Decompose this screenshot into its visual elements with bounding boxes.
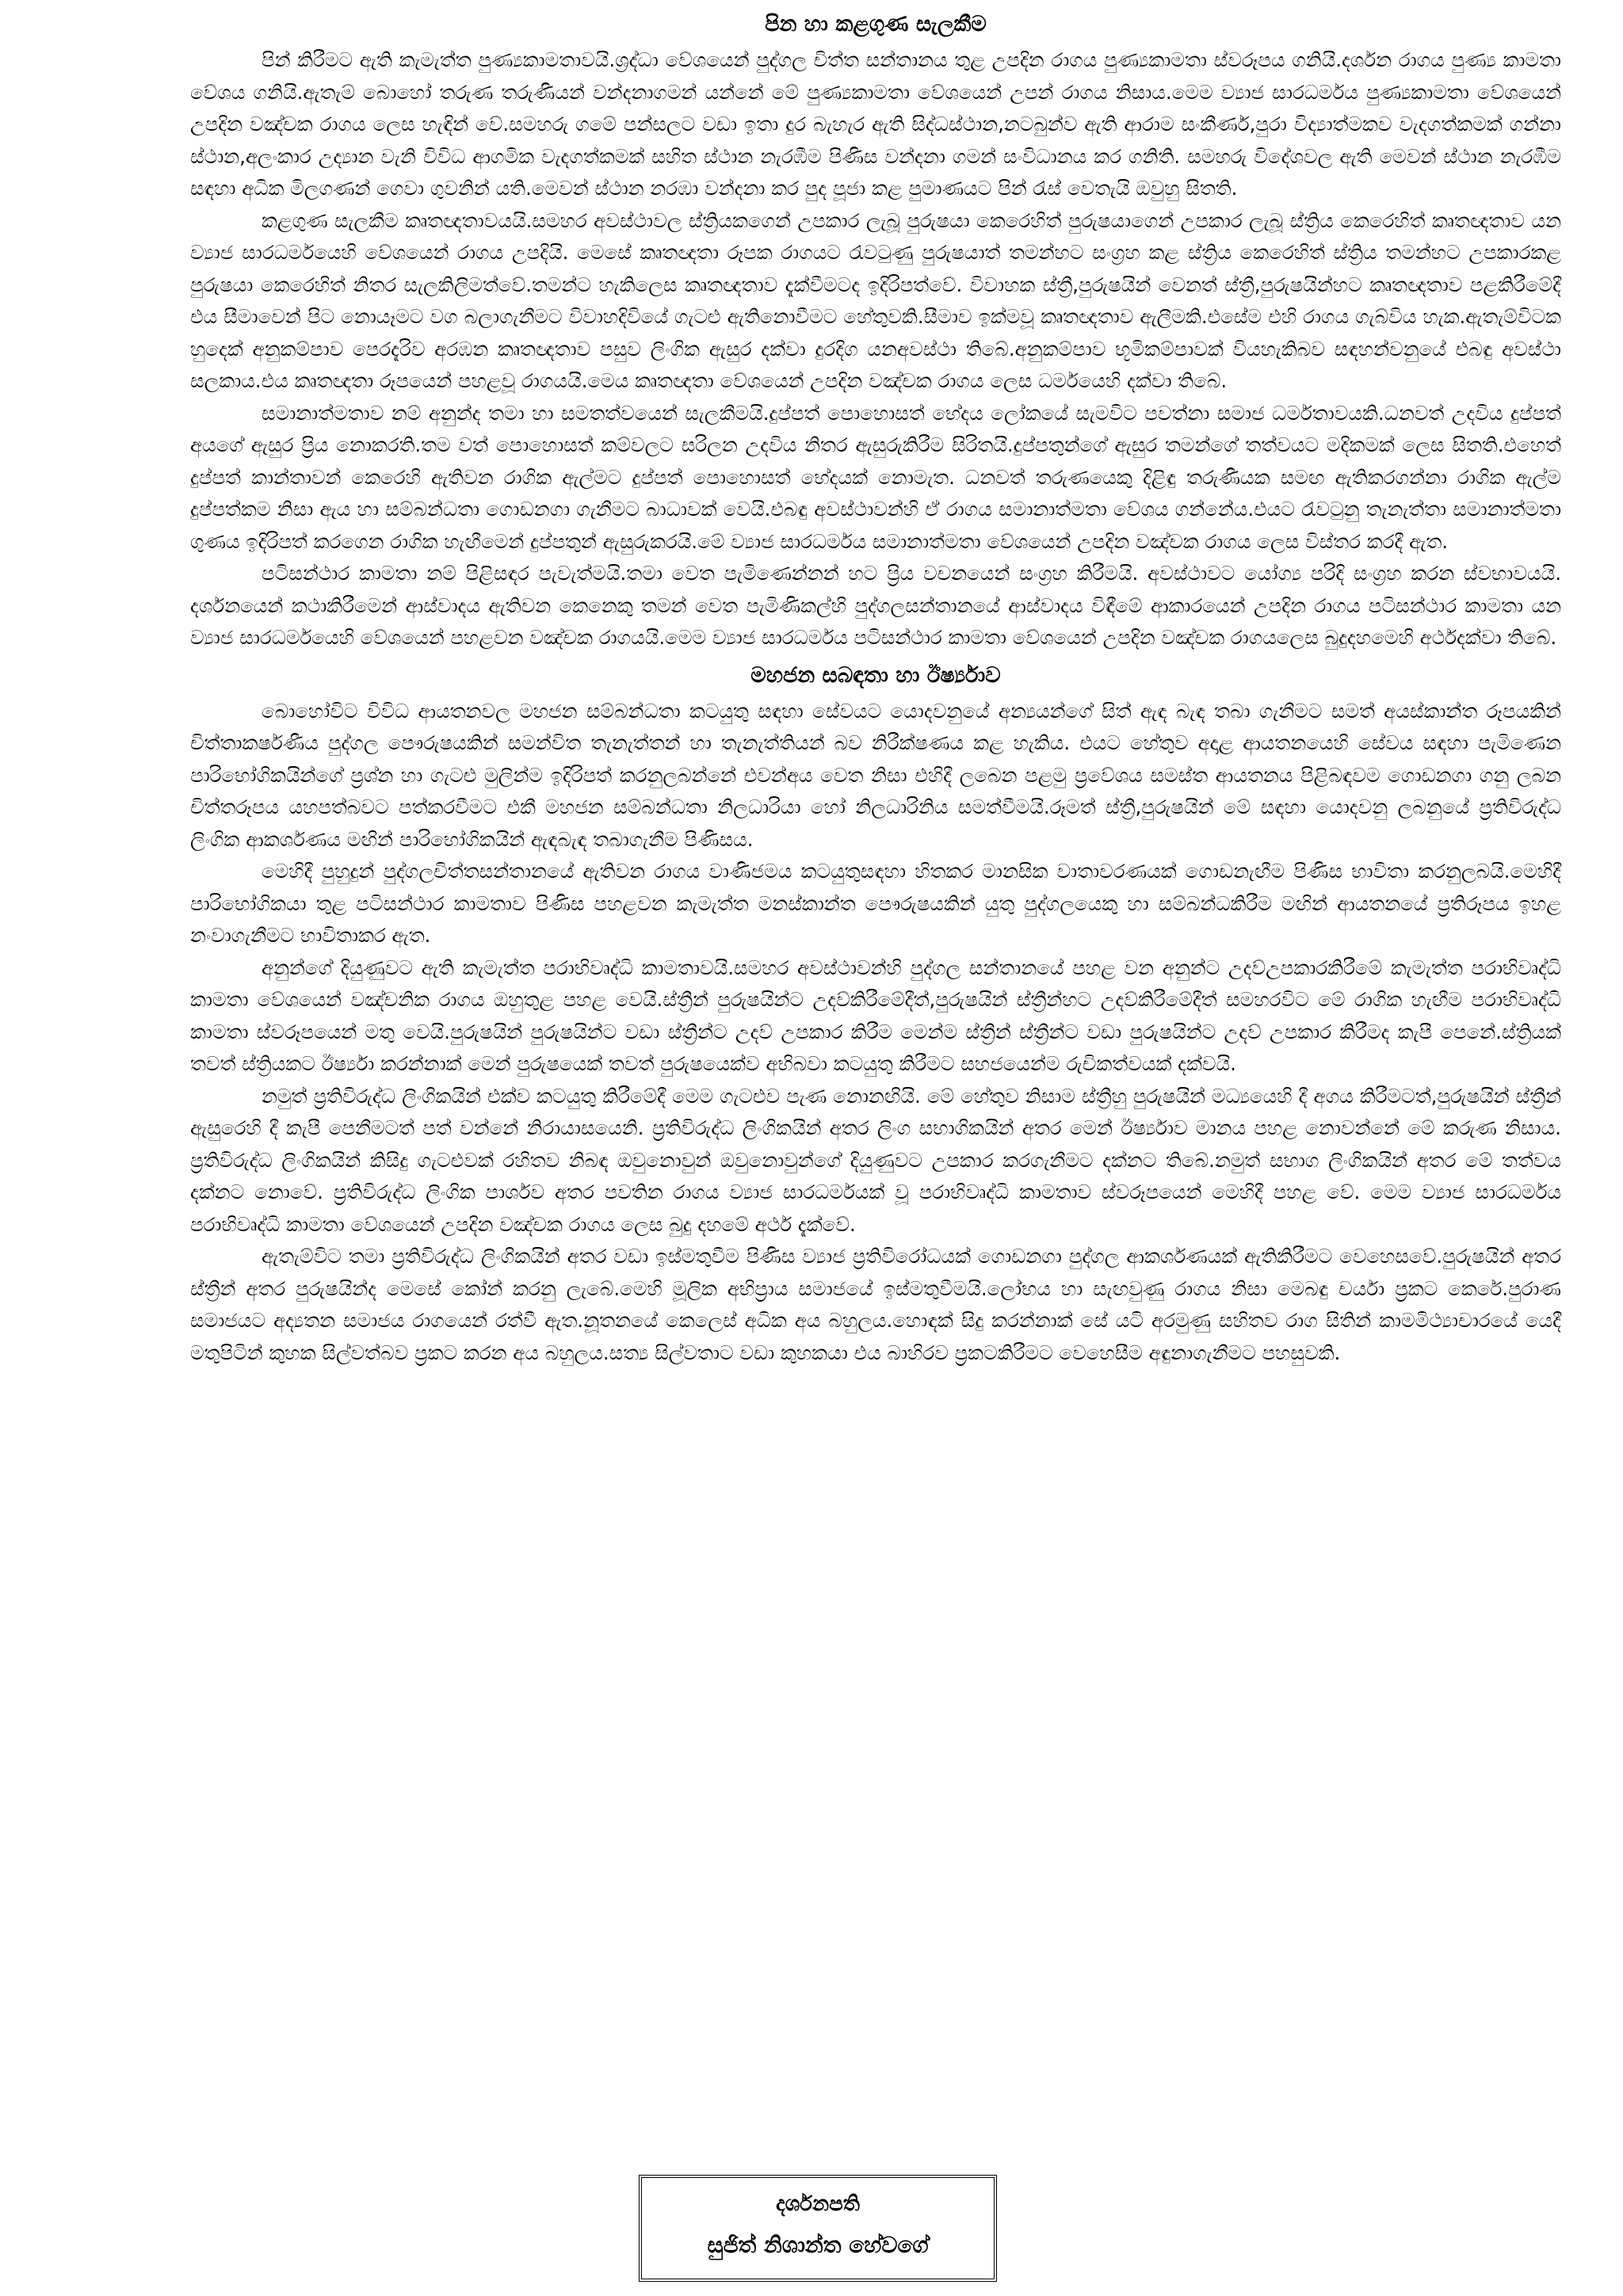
paragraph: කළගුණ සැලකීම කෘතඥතාවයයි.සමහර අවස්ථාවල ස්ත්‍රියකගෙන් උපකාර ලැබූ පුරුෂයා කෙරෙහිත් පුරුෂයාගෙන් උපකාර ලැබූ ස්ත්‍රිය කෙරෙහිත් කෘතඥතාව යන ව්‍යාජ සාරධර්මයෙහි වේශයෙන් රාගය උපදියි. මෙසේ කෘතඥතා රූපක රාගයට රැවටුණු පුරුෂයාත් තමන්හට සංග්‍රහ කළ ස්ත්‍රිය කෙරෙහිත් ස්ත්‍රිය තමන්හට උපකාරකළ පුරුෂයා කෙරෙහිත් නිතර සැලකිලිමත්වේ.තමන්ට හැකිලෙස කෘතඥතාව දැක්වීමටද ඉදිරිපත්වේ. විවාහක ස්ත්‍රී,පුරුෂයින් වෙනත් ස්ත්‍රී,පුරුෂයින්හට කෘතඥතාව පළකිරීමේදී එය සීමාවෙන් පිට නොයෑමට වග බලාගැනීමට විවාහදිවියේ ගැටළු ඇතිනොවීමට හේතුවකි.සීමාව ඉක්මවූ කෘතඥතාව ඇලීමකි.එසේම එහි රාගය ගැබ්විය හැක.ඇතැම්විටක හුදෙක් අනුකම්පාව පෙරදැරිව අරඹන කෘතඥතාව පසුව ලිංගික ඇසුර දක්වා දුරදිග යනඅවස්ථා තිබේ.අනුකම්පාව භූමිකම්පාවක් වියහැකිබව සඳහන්වනුයේ එබඳු අවස්ථා සලකාය.එය කෘතඥතා රූපයෙන් පහළවූ රාගයයි.මෙය කෘතඥතා වේශයෙන් උපදින වඤ්චක රාගය ලෙස ධර්මයෙහි දක්වා තිබේ. [190, 208, 1561, 392]
paragraph: සමානාත්මතාව නම් අනුන්ද තමා හා සමතත්වයෙන් සැලකීමයි.දුප්පත් පොහොසත් භේදය ලෝකයේ සැමවිට පවත්නා සමාජ ධර්මතාවයකි.ධනවත් උදවිය දුප්පත් අයගේ ඇසුර ප්‍රිය නොකරති.තම වත් පොහොසත් කම්වලට සරිලන උදවිය නිතර ඇසුරුකිරීම සිරිතයි.දුප්පතුන්ගේ ඇසුර තමන්ගේ තත්වයට මදිකමක් ලෙස සිතති.එහෙත් දුප්පත් කාන්තාවන් කෙරෙහි ඇතිවන රාගික ඇල්මට දුප්පත් පොහොසත් භේදයක් නොමැත. ධනවත් තරුණයෙකු දිළිඳු තරුණියක සමඟ ඇතිකරගන්නා රාගික ඇල්ම දුප්පත්කම නිසා ඇය හා සම්බන්ධතා ගොඩනගා ගැනීමට බාධාවක් වෙයි.එබඳු අවස්ථාවන්හි ඒ රාගය සමානාත්මතා වේශය ගන්නේය.එයට රැවටුනු තැනැත්තා සමානාත්මතා ගුණය ඉදිරිපත් කරගෙන රාගික හැඟීමෙන් දුප්පතුන් ඇසුරුකරයි.මේ ව්‍යාජ සාරධර්මය සමානාත්මතා වේශයෙන් උපදින වඤ්චක රාගය ලෙස විස්තර කරදී ඇත. [190, 401, 1561, 553]
paragraph: නමුත් ප්‍රතිවිරුද්ධ ලිංගිකයින් එක්ව කටයුතු කිරීමේදී මෙම ගැටළුව පැණ නොනඟියි. මේ හේතුව නිසාම ස්ත්‍රීහු පුරුෂයින් මධ්‍යයෙහි දී අගය කිරීමටත්,පුරුෂයින් ස්ත්‍රීන් ඇසුරෙහි දී කැපී පෙනීමටත් පත් වන්නේ නිරායාසයෙනි. ප්‍රතිවිරුද්ධ ලිංගිකයින් අතර ලිංග සභාගිකයින් අතර මෙන් ඊර්ෂ්‍යාව මානය පහළ නොවන්නේ මේ කරුණ නිසාය. ප්‍රතිවිරුද්ධ ලිංගිකයින් කිසිදු ගැටළුවක් රහිතව නිබඳ ඔවුනොවුන් ඔවුනොවුන්ගේ දියුණුවට උපකාර කරගැනීමට දක්නට තිබේ.නමුත් සභාග ලිංගිකයින් අතර මේ තත්වය දක්නට නොවේ. ප්‍රතිවිරුද්ධ ලිංගික පාර්ශව අතර පවතින රාගය ව්‍යාජ සාරධර්මයක් වූ පරාභිවෘද්ධි කාමතාව ස්වරූපයෙන් මෙහිදී පහළ වේ. මෙම ව්‍යාජ සාරධර්මය පරාභිවෘද්ධි කාමතා වේශයෙන් උපදින වඤ්චක රාගය ලෙස බුදු දහමේ අර්ථ දැක්වේ. [190, 1084, 1561, 1236]
paragraph: බොහෝවිට විවිධ ආයතනවල මහජන සම්බන්ධතා කටයුතු සඳහා සේවයට යොදවනුයේ අන්‍යයන්ගේ සිත් ඇඳ බැඳ තබා ගැනීමට සමත් අයස්කාන්ත රූපයකින් චිත්තාකර්ෂණීය පුද්ගල පෞරුෂයකින් සමන්විත තැනැත්තන් හා තැනැත්තියන් බව නිරීක්ෂණය කළ හැකිය. එයට හේතුව අදාළ ආයතනයෙහි සේවය සඳහා පැමිණෙන පාරිභෝගිකයින්ගේ ප්‍රශ්න හා ගැටළු මුලින්ම ඉදිරිපත් කරනුලබන්නේ එවන්අය වෙත නිසා එහිදී ලබෙන පළමු ප්‍රවේශය සමස්ත ආයතනය පිළිබඳවම ගොඩනගා ගනු ලබන චිත්තරූපය යහපත්බවට පත්කරවීමට එකී මහජන සම්බන්ධතා නිලධාරියා හෝ නිලධාරිනිය සමත්වීමයි.රූමත් ස්ත්‍රී,පුරුෂයින් මේ සඳහා යොදවනු ලබනුයේ ප්‍රතිවිරුද්ධ ලිංගික ආකර්ශණය මඟින් පාරිභෝගිකයින් ඇඳබැඳ තබාගැනීම පිණිසය. [190, 699, 1561, 851]
paragraph: අනුන්ගේ දියුණුවට ඇති කැමැත්ත පරාභිවෘද්ධි කාමතාවයි.සමහර අවස්ථාවන්හි පුද්ගල සන්තානයේ පහළ වන අනුන්ට උදව්උපකාරකිරීමේ කැමැත්ත පරාභිවෘද්ධි කාමතා වේශයෙන් වඤ්චනික රාගය ඔහුතුළ පහළ වෙයි.ස්ත්‍රීන් පුරුෂයින්ට උදව්කිරීමේදීත්,පුරුෂයින් ස්ත්‍රීන්හට උදව්කිරීමේදීත් සමහරවිට මේ රාගික හැඟීම පරාභිවෘද්ධි කාමතා ස්වරූපයෙන් මතු වෙයි.පුරුෂයින් පුරුෂයින්ට වඩා ස්ත්‍රීන්ට උදව් උපකාර කිරීම මෙන්ම ස්ත්‍රීන් ස්ත්‍රීන්ට වඩා පුරුෂයින්ට උදව් උපකාර කිරීමද කැපී පෙනේ.ස්ත්‍රියක් තවත් ස්ත්‍රියකට ඊර්ෂ්‍යා කරන්නාක් මෙන් පුරුෂයෙක් තවත් පුරුෂයෙක්ව අභිබවා කටයුතු කිරීමට සහජයෙන්ම රුචිකත්වයක් දක්වයි. [190, 955, 1561, 1075]
paragraph: ඇතැම්විට තමා ප්‍රතිවිරුද්ධ ලිංගිකයින් අතර වඩා ඉස්මතුවීම පිණිස ව්‍යාජ ප්‍රතිවිරෝධයක් ගොඩනගා පුද්ගල ආකර්ශණයක් ඇතිකිරීමට වෙහෙසවේ.පුරුෂයින් අතර ස්ත්‍රීන් අතර පුරුෂයින්ද මෙසේ කෝන් කරනු ලැබේ.මෙහි මූලික අභිප්‍රාය සමාජයේ ඉස්මතුවීමයි.ලෝභය හා සැඟවුණු රාගය නිසා මෙබඳු චර්යා ප්‍රකට කෙරේ.පුරාණ සමාජයට අද්‍යතන සමාජය රාගයෙන් රත්වී ඇත.නූතනයේ කෙලෙස් අධික අය බහුලය.හොඳක් සිදු කරන්නාක් සේ යටි අරමුණු සහිතව රාග සිතින් කාමමිථ්‍යාචාරයේ යෙදී මතුපිටින් කුහක සිල්වත්බව ප්‍රකට කරන අය බහුලය.සත්‍ය සිල්වතාට වඩා කුහකයා එය බාහිරව ප්‍රකටකිරීමට වෙහෙසීම අඳුනාගැනීමට පහසුවකි. [190, 1245, 1561, 1364]
author-name: සුජිත් නිශාන්ත හේවගේ [707, 2232, 929, 2258]
author-title: දර්ශනපති [776, 2192, 860, 2216]
section-heading-public-relations: මහජන සබඳතා හා ඊර්ෂ්‍යාව [750, 662, 1001, 688]
section-heading-merit-gratitude: පින හා කළගුණ සැලකීම [765, 12, 987, 36]
author-signature-box [639, 2175, 997, 2282]
paragraph: මෙහිදී පුහුදුන් පුද්ගලචිත්තසන්තානයේ ඇතිවන රාගය වාණිජමය කටයුතුසඳහා හිතකර මානසික වාතාවරණයක් ගොඩනැඟීම පිණිස භාවිතා කරනුලබයි.මෙහිදී පාරිභෝගිකයා තුළ පටිසන්ථාර කාමතාව පිණිස පහළවන කැමැත්ත මනස්කාන්ත පෞරුෂයකින් යුතු පුද්ගලයෙකු හා සම්බන්ධකිරීම මඟින් ආයතනයේ ප්‍රතිරූපය ඉහළ නංවාගැනීමට භාවිතාකර ඇත. [190, 860, 1561, 947]
paragraph: පින් කිරීමට ඇති කැමැත්ත පුණ්‍යකාමතාවයි.ශ්‍රද්ධා වේශයෙන් පුද්ගල චිත්ත සන්තානය තුළ උපදින රාගය පුණ්‍යකාමතා ස්වරූපය ගනියි.දර්ශන රාගය පුණ්‍ය කාමතා වේශය ගනියි.ඇතැම් බොහෝ තරුණ තරුණියන් වන්දනාගමන් යන්නේ මේ පුණ්‍යකාමතා වේශයෙන් උපන් රාගය නිසාය.මෙම ව්‍යාජ සාරධර්මය පුණ්‍යකාමතා වේශයෙන් උපදින වඤ්චක රාගය ලෙස හැඳින් වේ.සමහරු ගමේ පන්සලට වඩා ඉතා දුර බැහැර ඇති සිද්ධස්ථාන,නටබුන්ව ඇති ආරාම සංකීර්ණ,පුරා විද්‍යාත්මකව වැදගත්කමක් ගන්නා ස්ථාන,අලංකාර උද්‍යාන වැනි විවිධ ආගමික වැදගත්කමක් සහිත ස්ථාන නැරඹීම පිණිස වන්දනා ගමන් සංවිධානය කර ගනිති. සමහරු විදේශවල ඇති මෙවන් ස්ථාන නැරඹීම සඳහා අධික මිලගණන් ගෙවා ගුවනින් යති.මෙවන් ස්ථාන නරඹා වන්දනා කර පුද පූජා කළ පුමාණයට පින් රැස් වෙතැයි ඔවුහු සිතති. [190, 48, 1561, 200]
article-body [190, 8, 1561, 1369]
paragraph: පටිසන්ථාර කාමතා නම් පිළිසඳර පැවැත්මයි.තමා වෙත පැමිණෙන්නන් හට ප්‍රිය වචනයෙන් සංග්‍රහ කිරීමයි. අවස්ථාවට යෝග්‍ය පරිදි සංග්‍රහ කරන ස්වභාවයයි. දර්ශනයෙන් කථාකිරීමෙන් ආස්වාදය ඇතිවන කෙනෙකු තමන් වෙත පැමිණිකල්හි පුද්ගලසන්තානයේ ආස්වාදය විඳීමේ ආකාරයෙන් උපදින රාගය පටිසන්ථාර කාමතා යන ව්‍යාජ සාරධර්මයෙහි වේශයෙන් පහළවන වඤ්චක රාගයයි.මෙම ව්‍යාජ සාරධර්මය පටිසන්ථාර කාමතා වේශයෙන් උපදින වඤ්චක රාගයලෙස බුදුදහමෙහි අර්ථදක්වා තිබේ. [190, 562, 1561, 649]
